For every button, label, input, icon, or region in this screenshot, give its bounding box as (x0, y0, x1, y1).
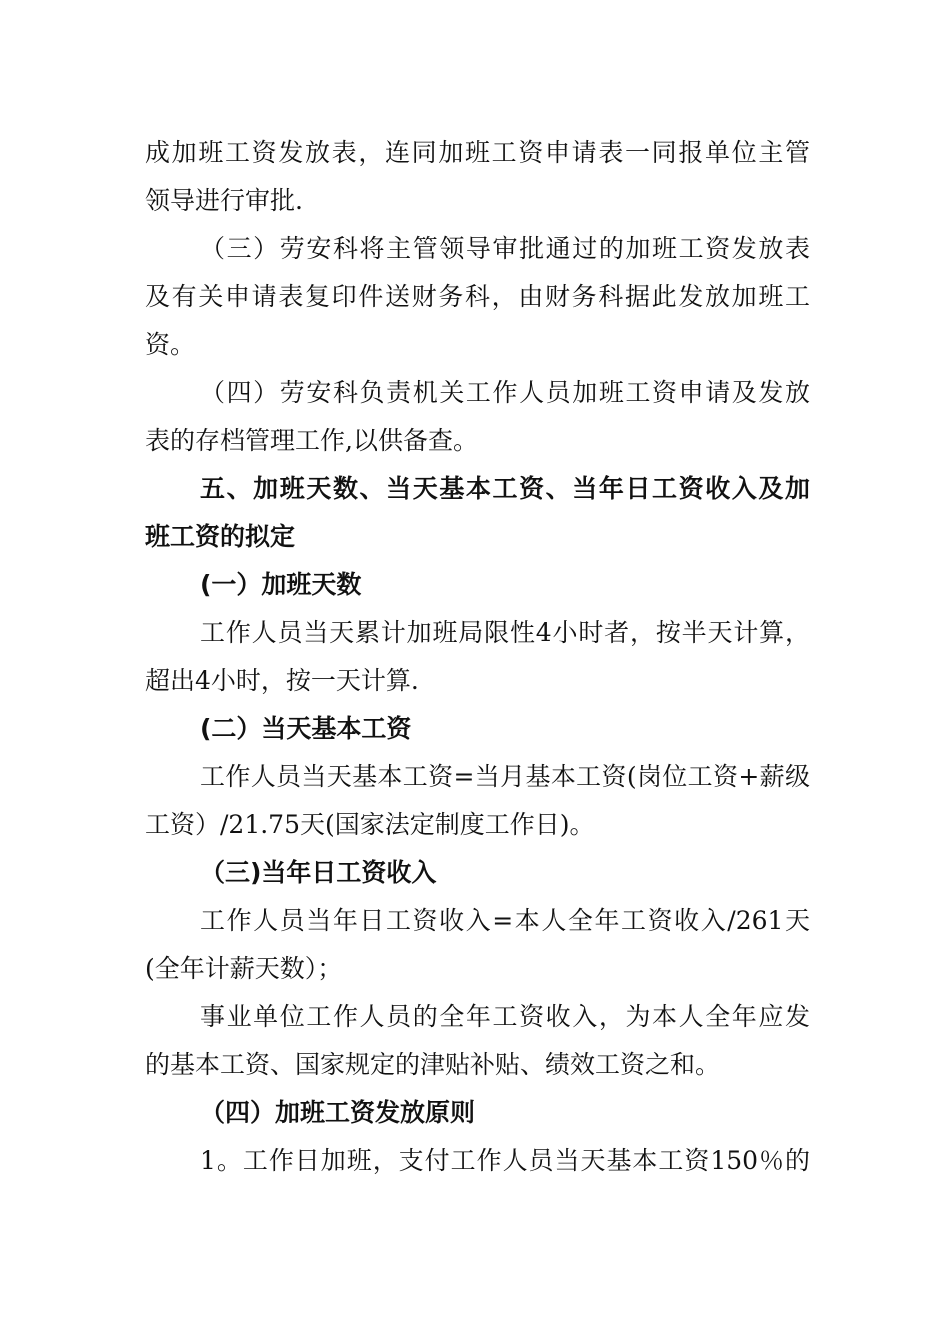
body-text-line: 超出4小时，按一天计算. (145, 666, 419, 695)
body-text-line: 1。工作日加班，支付工作人员当天基本工资150％的 (200, 1146, 810, 1175)
subsection-heading: （四）加班工资发放原则 (200, 1098, 476, 1127)
section-heading: 班工资的拟定 (145, 522, 296, 551)
body-text-line: 及有关申请表复印件送财务科，由财务科据此发放加班工 (145, 282, 810, 311)
body-text-line: 表的存档管理工作,以供备查。 (145, 426, 478, 455)
body-text-line: （四）劳安科负责机关工作人员加班工资申请及发放 (200, 378, 810, 407)
body-text-line: 工资）/21.75天(国家法定制度工作日)。 (145, 810, 595, 839)
body-text-line: 资。 (145, 330, 196, 359)
body-text-line: (全年计薪天数）； (145, 954, 343, 983)
body-text-line: 的基本工资、国家规定的津贴补贴、绩效工资之和。 (145, 1050, 721, 1079)
body-text-line: 工作人员当年日工资收入=本人全年工资收入/261天 (200, 906, 810, 935)
subsection-heading: (一）加班天数 (200, 570, 362, 599)
body-text-line: 工作人员当天累计加班局限性4小时者，按半天计算， (200, 618, 810, 647)
body-text-line: 工作人员当天基本工资=当月基本工资(岗位工资+薪级 (200, 762, 810, 791)
body-text-line: （三）劳安科将主管领导审批通过的加班工资发放表 (200, 234, 810, 263)
body-text-line: 成加班工资发放表，连同加班工资申请表一同报单位主管 (145, 138, 810, 167)
subsection-heading: (二）当天基本工资 (200, 714, 412, 743)
body-text-line: 领导进行审批. (145, 186, 303, 215)
body-text-line: 事业单位工作人员的全年工资收入，为本人全年应发 (200, 1002, 810, 1031)
subsection-heading: （三)当年日工资收入 (200, 858, 437, 887)
section-heading: 五、加班天数、当天基本工资、当年日工资收入及加 (200, 474, 810, 503)
